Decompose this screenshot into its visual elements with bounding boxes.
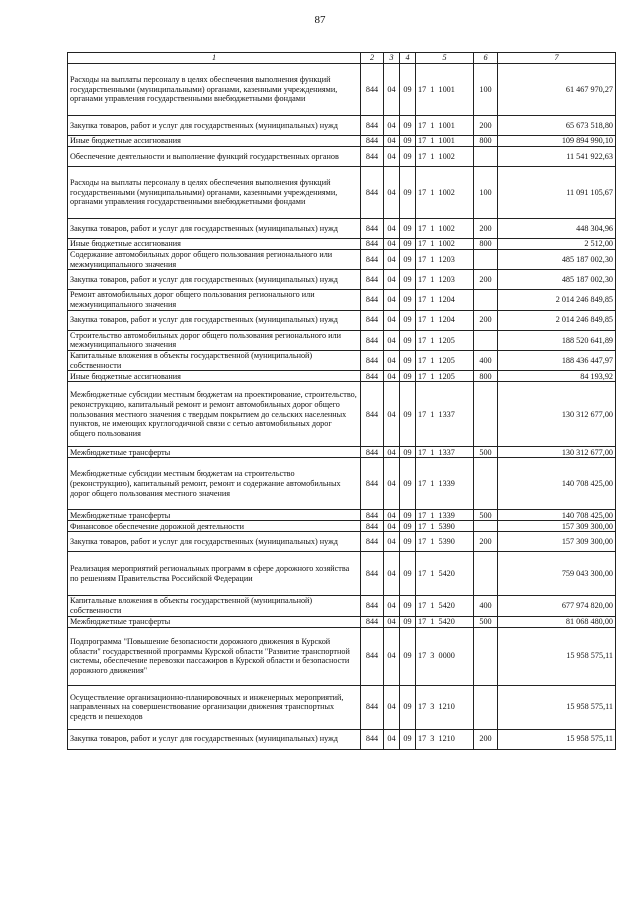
row-code-section: 04: [384, 270, 400, 290]
header-col-5: 5: [416, 53, 474, 64]
header-col-4: 4: [400, 53, 416, 64]
row-name: Иные бюджетные ассигнования: [68, 371, 361, 382]
row-code-section: 04: [384, 532, 400, 552]
row-amount: 485 187 002,30: [498, 270, 616, 290]
row-code-expense-type: 400: [474, 596, 498, 616]
row-code-admin: 844: [361, 521, 384, 532]
row-amount: 65 673 518,80: [498, 116, 616, 136]
table-row: [68, 371, 616, 382]
row-code-target: 17 1 5420: [416, 552, 474, 596]
row-code-subsection: 09: [400, 116, 416, 136]
row-code-admin: 844: [361, 616, 384, 627]
table-row: [68, 116, 616, 136]
row-code-subsection: 09: [400, 310, 416, 330]
row-code-expense-type: 200: [474, 532, 498, 552]
row-code-section: 04: [384, 596, 400, 616]
row-amount: 759 043 300,00: [498, 552, 616, 596]
row-code-admin: 844: [361, 270, 384, 290]
row-amount: 11 091 105,67: [498, 167, 616, 219]
table-row: [68, 521, 616, 532]
table-header-row: [68, 53, 616, 64]
row-code-admin: 844: [361, 330, 384, 350]
row-code-target: 17 1 5420: [416, 616, 474, 627]
row-code-section: 04: [384, 167, 400, 219]
row-code-section: 04: [384, 250, 400, 270]
row-code-subsection: 09: [400, 136, 416, 147]
row-amount: 157 309 300,00: [498, 521, 616, 532]
row-code-section: 04: [384, 64, 400, 116]
table-row: [68, 510, 616, 521]
header-col-7: 7: [498, 53, 616, 64]
row-code-section: 04: [384, 310, 400, 330]
header-col-3: 3: [384, 53, 400, 64]
row-code-admin: 844: [361, 136, 384, 147]
row-code-section: 04: [384, 616, 400, 627]
row-code-target: 17 1 1002: [416, 167, 474, 219]
row-code-section: 04: [384, 219, 400, 239]
table-row: [68, 532, 616, 552]
row-amount: 15 958 575,11: [498, 685, 616, 729]
row-name: Ремонт автомобильных дорог общего пользования регионального или межмуниципального значения: [68, 290, 361, 310]
row-code-section: 04: [384, 510, 400, 521]
row-amount: 130 312 677,00: [498, 382, 616, 447]
row-amount: 188 520 641,89: [498, 330, 616, 350]
row-amount: 84 193,92: [498, 371, 616, 382]
row-code-subsection: 09: [400, 250, 416, 270]
table-row: [68, 250, 616, 270]
row-code-section: 04: [384, 458, 400, 510]
row-code-subsection: 09: [400, 510, 416, 521]
row-code-expense-type: [474, 290, 498, 310]
row-code-admin: 844: [361, 596, 384, 616]
table-row: [68, 167, 616, 219]
row-code-section: 04: [384, 351, 400, 371]
row-code-admin: 844: [361, 532, 384, 552]
row-name: Подпрограмма "Повышение безопасности дорожного движения в Курской области" государственной программы Курской области "Развитие транспортной системы, обеспечение перевозки пассажиров в Курской области и безопасности дорожного движения": [68, 627, 361, 685]
row-name: Реализация мероприятий региональных программ в сфере дорожного хозяйства по решениям Правительства Российской Федерации: [68, 552, 361, 596]
row-code-target: 17 3 0000: [416, 627, 474, 685]
row-code-section: 04: [384, 239, 400, 250]
row-code-subsection: 09: [400, 596, 416, 616]
row-code-admin: 844: [361, 351, 384, 371]
row-code-expense-type: [474, 330, 498, 350]
row-code-admin: 844: [361, 116, 384, 136]
row-name: Закупка товаров, работ и услуг для государственных (муниципальных) нужд: [68, 219, 361, 239]
header-col-6: 6: [474, 53, 498, 64]
row-code-expense-type: 800: [474, 239, 498, 250]
row-amount: 81 068 480,00: [498, 616, 616, 627]
row-amount: 188 436 447,97: [498, 351, 616, 371]
row-name: Закупка товаров, работ и услуг для государственных (муниципальных) нужд: [68, 729, 361, 749]
row-amount: 61 467 970,27: [498, 64, 616, 116]
row-code-target: 17 1 1002: [416, 239, 474, 250]
row-name: Финансовое обеспечение дорожной деятельности: [68, 521, 361, 532]
row-code-admin: 844: [361, 147, 384, 167]
row-name: Межбюджетные субсидии местным бюджетам на проектирование, строительство, реконструкцию, капитальный ремонт и ремонт автомобильных дорог общего пользования местного значения с твердым покрытием до сельских населенных пунктов, не имеющих круглогодичной связи с сетью автомобильных дорог общего пользования: [68, 382, 361, 447]
table-row: [68, 330, 616, 350]
row-code-expense-type: [474, 627, 498, 685]
row-name: Межбюджетные трансферты: [68, 447, 361, 458]
row-code-subsection: 09: [400, 351, 416, 371]
row-code-subsection: 09: [400, 616, 416, 627]
row-amount: 2 014 246 849,85: [498, 290, 616, 310]
row-amount: 2 014 246 849,85: [498, 310, 616, 330]
row-amount: 15 958 575,11: [498, 627, 616, 685]
row-code-section: 04: [384, 116, 400, 136]
row-code-target: 17 1 1204: [416, 310, 474, 330]
row-code-target: 17 1 1203: [416, 270, 474, 290]
row-name: Обеспечение деятельности и выполнение функций государственных органов: [68, 147, 361, 167]
row-name: Капитальные вложения в объекты государственной (муниципальной) собственности: [68, 351, 361, 371]
row-code-target: 17 1 1205: [416, 330, 474, 350]
row-code-expense-type: 800: [474, 136, 498, 147]
table-row: [68, 239, 616, 250]
row-name: Расходы на выплаты персоналу в целях обеспечения выполнения функций государственными (муниципальными) органами, казенными учреждениями, органами управления государственными внебюджетными фондами: [68, 64, 361, 116]
row-code-expense-type: [474, 521, 498, 532]
row-code-subsection: 09: [400, 382, 416, 447]
table-row: [68, 616, 616, 627]
table-row: [68, 552, 616, 596]
row-code-target: 17 1 1001: [416, 136, 474, 147]
row-code-target: 17 1 5420: [416, 596, 474, 616]
row-code-expense-type: 200: [474, 219, 498, 239]
table-row: [68, 685, 616, 729]
row-code-section: 04: [384, 552, 400, 596]
row-code-target: 17 1 1002: [416, 219, 474, 239]
table-row: [68, 136, 616, 147]
row-amount: 140 708 425,00: [498, 510, 616, 521]
row-code-target: 17 1 1205: [416, 351, 474, 371]
row-code-admin: 844: [361, 167, 384, 219]
row-code-section: 04: [384, 447, 400, 458]
row-name: Расходы на выплаты персоналу в целях обеспечения выполнения функций государственными (муниципальными) органами, казенными учреждениями, органами управления государственными внебюджетными фондами: [68, 167, 361, 219]
row-code-subsection: 09: [400, 685, 416, 729]
row-name: Закупка товаров, работ и услуг для государственных (муниципальных) нужд: [68, 270, 361, 290]
row-code-target: 17 3 1210: [416, 685, 474, 729]
row-amount: 485 187 002,30: [498, 250, 616, 270]
row-code-admin: 844: [361, 685, 384, 729]
row-code-admin: 844: [361, 371, 384, 382]
row-code-expense-type: 200: [474, 310, 498, 330]
row-code-expense-type: 500: [474, 510, 498, 521]
row-code-expense-type: 200: [474, 116, 498, 136]
row-code-expense-type: [474, 382, 498, 447]
row-amount: 109 894 990,10: [498, 136, 616, 147]
row-name: Капитальные вложения в объекты государственной (муниципальной) собственности: [68, 596, 361, 616]
row-code-target: 17 1 1337: [416, 447, 474, 458]
row-code-expense-type: 500: [474, 447, 498, 458]
row-code-subsection: 09: [400, 239, 416, 250]
row-code-section: 04: [384, 147, 400, 167]
row-code-subsection: 09: [400, 729, 416, 749]
table-row: [68, 290, 616, 310]
row-code-subsection: 09: [400, 627, 416, 685]
row-code-admin: 844: [361, 458, 384, 510]
row-code-subsection: 09: [400, 219, 416, 239]
row-code-subsection: 09: [400, 290, 416, 310]
row-code-admin: 844: [361, 627, 384, 685]
row-code-target: 17 1 1339: [416, 510, 474, 521]
row-code-expense-type: 200: [474, 270, 498, 290]
row-amount: 15 958 575,11: [498, 729, 616, 749]
row-code-admin: 844: [361, 447, 384, 458]
row-code-subsection: 09: [400, 270, 416, 290]
header-col-1: 1: [68, 53, 361, 64]
row-code-admin: 844: [361, 552, 384, 596]
row-code-subsection: 09: [400, 64, 416, 116]
row-code-subsection: 09: [400, 167, 416, 219]
row-name: Межбюджетные трансферты: [68, 510, 361, 521]
table-row: [68, 64, 616, 116]
row-code-admin: 844: [361, 729, 384, 749]
table-row: [68, 219, 616, 239]
row-code-expense-type: 100: [474, 167, 498, 219]
table-row: [68, 596, 616, 616]
row-code-expense-type: [474, 250, 498, 270]
row-code-expense-type: [474, 685, 498, 729]
row-code-subsection: 09: [400, 532, 416, 552]
row-code-admin: 844: [361, 250, 384, 270]
row-code-expense-type: 400: [474, 351, 498, 371]
row-amount: 677 974 820,00: [498, 596, 616, 616]
row-amount: 157 309 300,00: [498, 532, 616, 552]
row-code-expense-type: 100: [474, 64, 498, 116]
row-code-target: 17 1 1001: [416, 116, 474, 136]
row-code-expense-type: 200: [474, 729, 498, 749]
row-code-target: 17 1 1205: [416, 371, 474, 382]
row-name: Иные бюджетные ассигнования: [68, 136, 361, 147]
row-name: Содержание автомобильных дорог общего пользования регионального или межмуниципального значения: [68, 250, 361, 270]
row-code-section: 04: [384, 521, 400, 532]
page-number: 87: [314, 14, 326, 26]
row-amount: 11 541 922,63: [498, 147, 616, 167]
row-code-section: 04: [384, 627, 400, 685]
row-code-target: 17 1 1337: [416, 382, 474, 447]
row-amount: 2 512,00: [498, 239, 616, 250]
row-code-subsection: 09: [400, 147, 416, 167]
row-code-target: 17 1 5390: [416, 532, 474, 552]
row-code-section: 04: [384, 136, 400, 147]
row-code-section: 04: [384, 382, 400, 447]
row-code-expense-type: 500: [474, 616, 498, 627]
row-name: Иные бюджетные ассигнования: [68, 239, 361, 250]
table-row: [68, 310, 616, 330]
row-code-expense-type: [474, 147, 498, 167]
row-code-target: 17 1 1002: [416, 147, 474, 167]
row-code-section: 04: [384, 290, 400, 310]
row-name: Межбюджетные субсидии местным бюджетам на строительство (реконструкцию), капитальный ремонт, ремонт и содержание автомобильных дорог общего пользования местного значения: [68, 458, 361, 510]
row-code-subsection: 09: [400, 458, 416, 510]
row-name: Межбюджетные трансферты: [68, 616, 361, 627]
row-code-admin: 844: [361, 219, 384, 239]
row-code-admin: 844: [361, 290, 384, 310]
row-code-subsection: 09: [400, 330, 416, 350]
row-code-subsection: 09: [400, 447, 416, 458]
row-code-target: 17 3 1210: [416, 729, 474, 749]
row-code-admin: 844: [361, 510, 384, 521]
budget-table: [67, 52, 616, 750]
row-code-subsection: 09: [400, 371, 416, 382]
table-row: [68, 458, 616, 510]
row-name: Строительство автомобильных дорог общего пользования регионального или межмуниципального значения: [68, 330, 361, 350]
header-col-2: 2: [361, 53, 384, 64]
table-row: [68, 447, 616, 458]
row-code-admin: 844: [361, 310, 384, 330]
row-code-target: 17 1 1339: [416, 458, 474, 510]
row-code-section: 04: [384, 371, 400, 382]
row-code-target: 17 1 1001: [416, 64, 474, 116]
table-row: [68, 270, 616, 290]
row-code-subsection: 09: [400, 552, 416, 596]
row-name: Закупка товаров, работ и услуг для государственных (муниципальных) нужд: [68, 532, 361, 552]
row-code-expense-type: [474, 458, 498, 510]
row-name: Осуществление организационно-планировочных и инженерных мероприятий, направленных на совершенствование организации движения транспортных средств и пешеходов: [68, 685, 361, 729]
row-code-section: 04: [384, 729, 400, 749]
table-row: [68, 351, 616, 371]
row-code-section: 04: [384, 685, 400, 729]
row-code-admin: 844: [361, 239, 384, 250]
table-row: [68, 382, 616, 447]
row-code-expense-type: 800: [474, 371, 498, 382]
row-amount: 140 708 425,00: [498, 458, 616, 510]
row-code-admin: 844: [361, 382, 384, 447]
table-row: [68, 147, 616, 167]
row-code-admin: 844: [361, 64, 384, 116]
row-code-target: 17 1 1203: [416, 250, 474, 270]
row-code-target: 17 1 1204: [416, 290, 474, 310]
row-amount: 448 304,96: [498, 219, 616, 239]
row-amount: 130 312 677,00: [498, 447, 616, 458]
row-code-target: 17 1 5390: [416, 521, 474, 532]
row-name: Закупка товаров, работ и услуг для государственных (муниципальных) нужд: [68, 310, 361, 330]
row-code-section: 04: [384, 330, 400, 350]
row-code-subsection: 09: [400, 521, 416, 532]
table-row: [68, 627, 616, 685]
table-row: [68, 729, 616, 749]
row-name: Закупка товаров, работ и услуг для государственных (муниципальных) нужд: [68, 116, 361, 136]
row-code-expense-type: [474, 552, 498, 596]
